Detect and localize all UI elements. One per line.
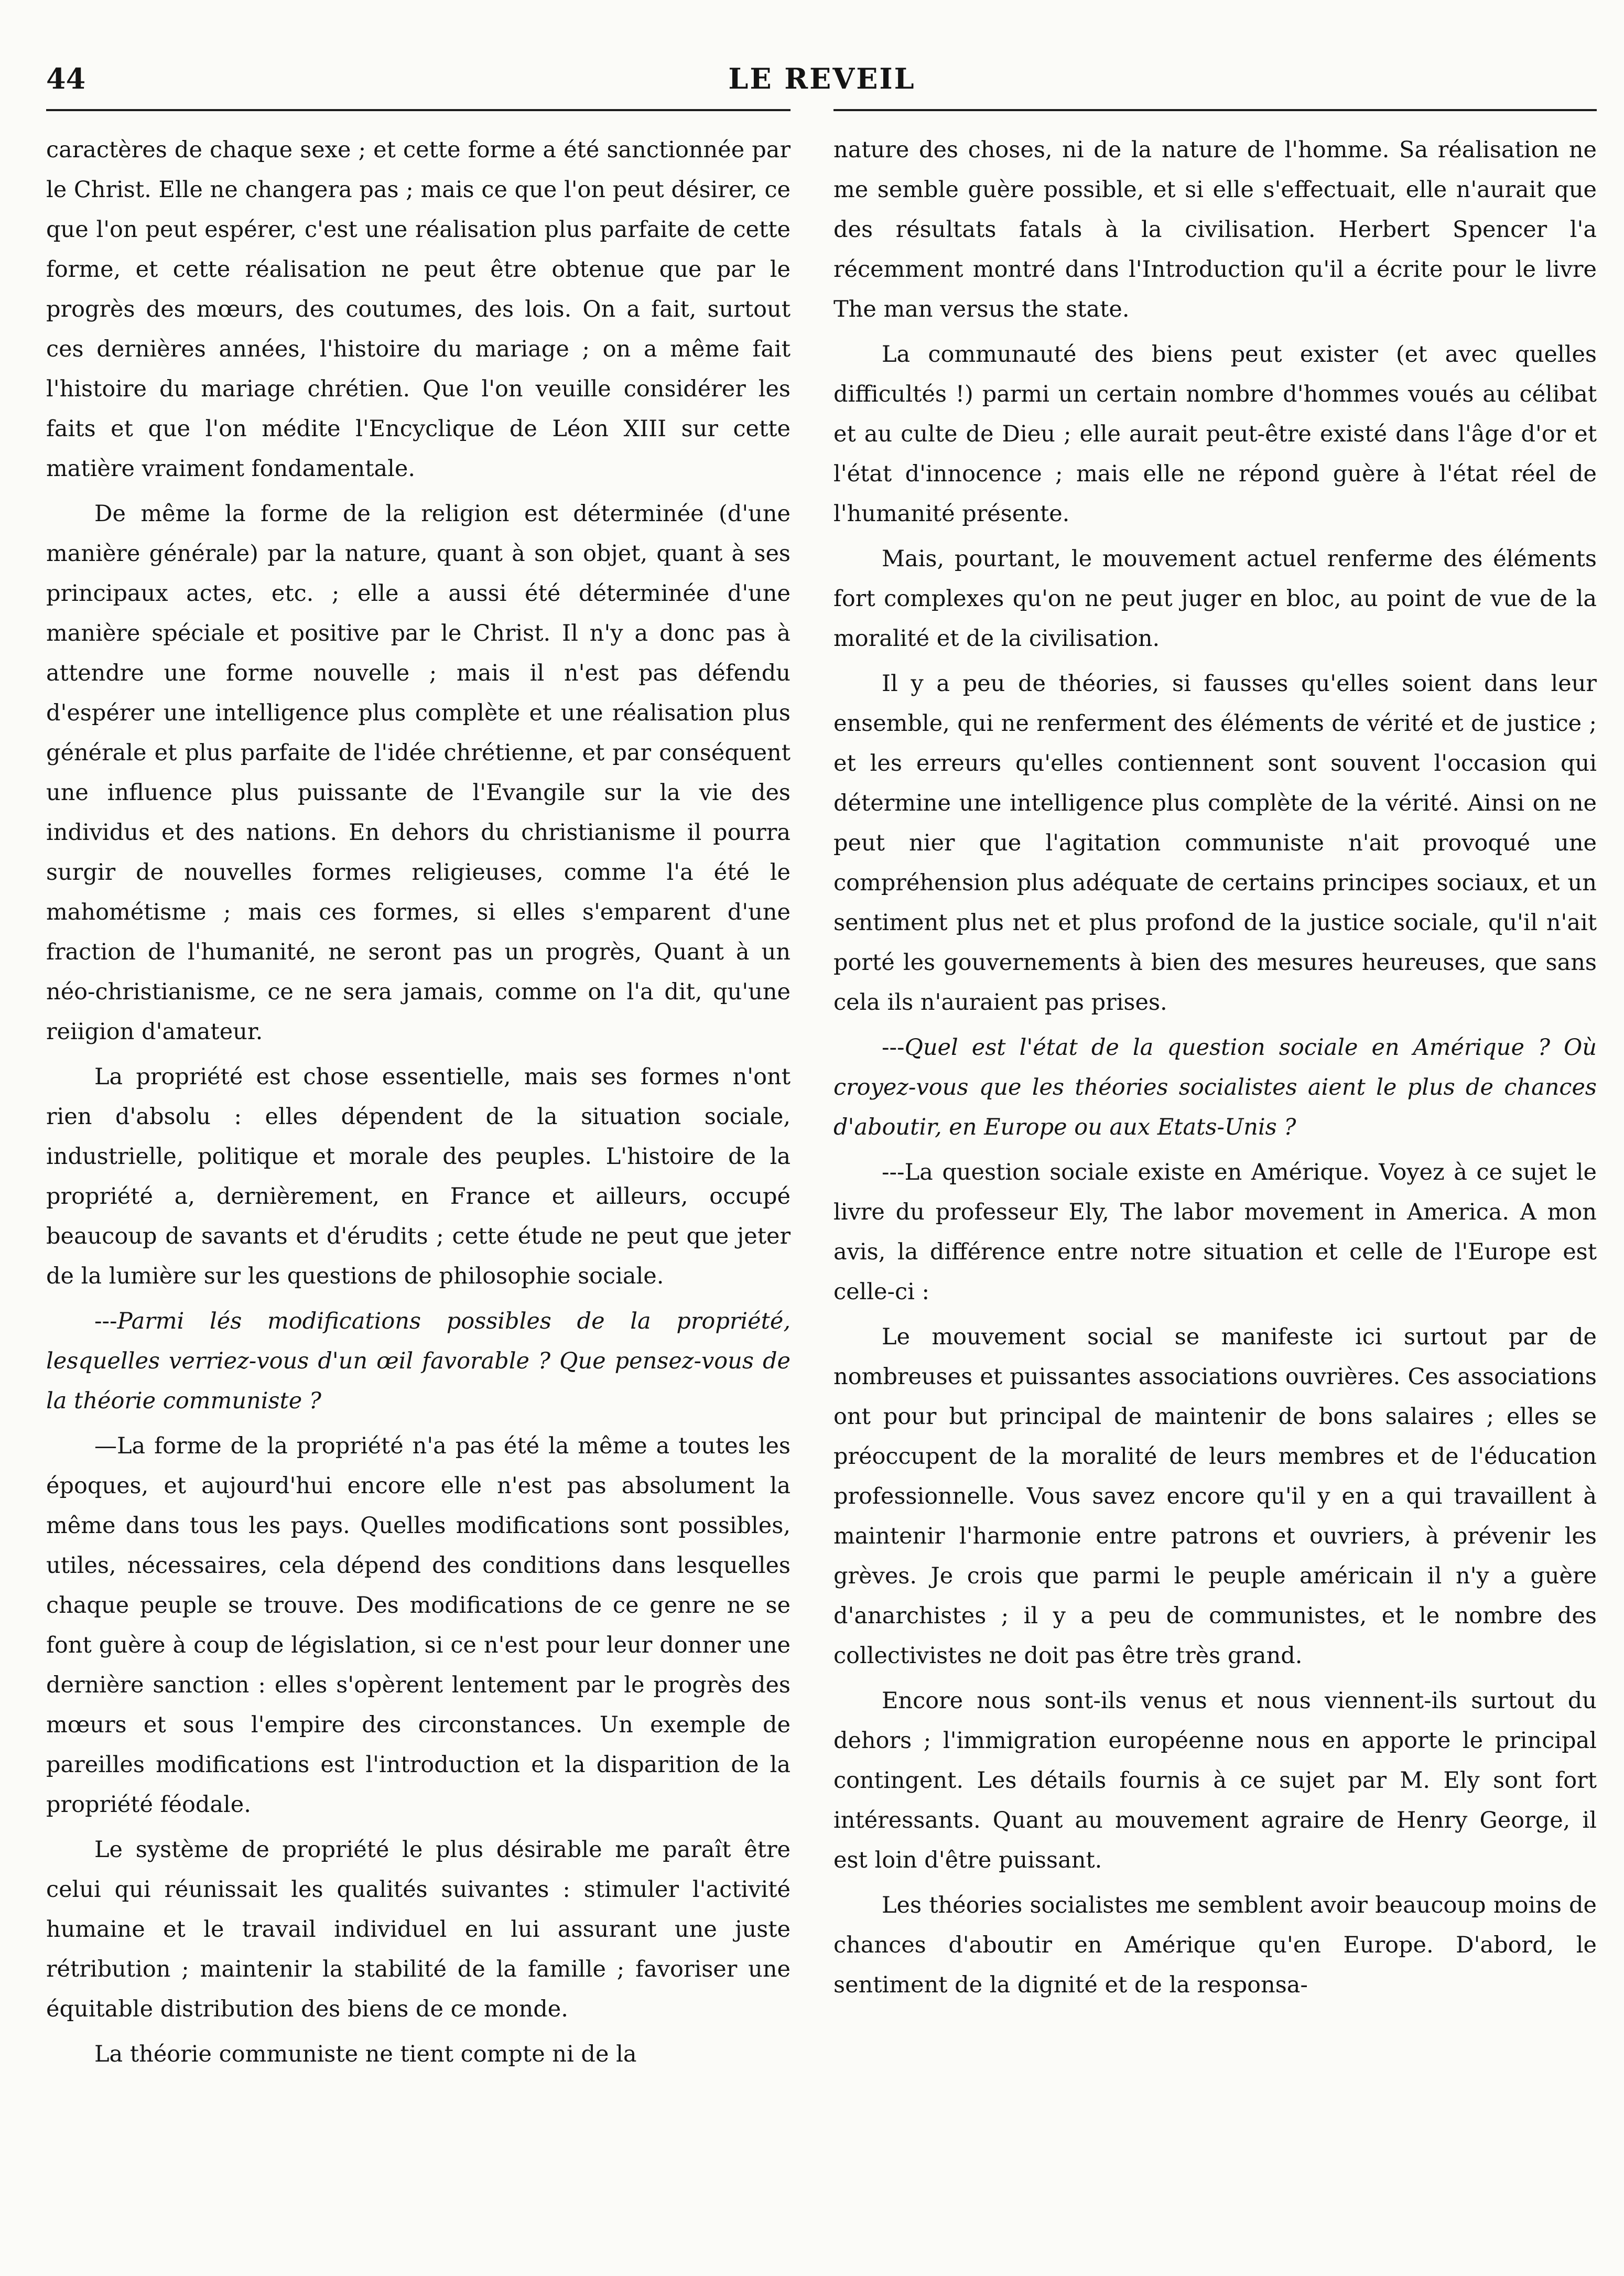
header-rule-left <box>46 109 791 111</box>
paragraph: Les théories socialistes me semblent avoir beaucoup moins de chances d'aboutir en Amérique qu'en Europe. D'abord, le sentiment de la dignité et de la responsa- <box>833 1892 1597 1998</box>
question-dash: --- <box>94 1308 117 1334</box>
paragraph: Il y a peu de théories, si fausses qu'elles soient dans leur ensemble, qui ne renferment des éléments de vérité et de justice ; et les erreurs qu'elles contiennent sont souvent l'occasion qui détermine une intelligence plus complète de la vérité. Ainsi on ne peut nier que l'agitation communiste n'ait provoqué une compréhension plus adéquate de certains principes sociaux, et un sentiment plus net et plus profond de la justice sociale, qu'il n'ait porté les gouvernements à bien des mesures heureuses, que sans cela ils n'auraient pas prises. <box>833 671 1597 1016</box>
left-column <box>46 130 791 2079</box>
right-column <box>833 130 1597 2010</box>
question-text: Quel est l'état de la question sociale en Amérique ? Où croyez-vous que les théories socialistes aient le plus de chances d'aboutir, en Europe ou aux Etats-Unis ? <box>833 1034 1597 1140</box>
paragraph: La propriété est chose essentielle, mais ses formes n'ont rien d'absolu : elles dépendent de la situation sociale, industrielle, politique et morale des peuples. L'histoire de la propriété a, dernièrement, en France et ailleurs, occupé beaucoup de savants et d'érudits ; cette étude ne peut que jeter de la lumière sur les questions de philosophie sociale. <box>46 1064 791 1289</box>
paragraph: La communauté des biens peut exister (et avec quelles difficultés !) parmi un certain nombre d'hommes voués au célibat et au culte de Dieu ; elle aurait peut-être existé dans l'âge d'or et l'état d'innocence ; mais elle ne répond guère à l'état réel de l'humanité présente. <box>833 341 1597 527</box>
paragraph: nature des choses, ni de la nature de l'homme. Sa réalisation ne me semble guère possible, et si elle s'effectuait, elle n'aurait que des résultats fatals à la civilisation. Herbert Spencer l'a récemment montré dans l'Introduction qu'il a écrite pour le livre The man versus the state. <box>833 137 1597 322</box>
interview-question <box>833 1028 1597 1147</box>
paragraph: Encore nous sont-ils venus et nous viennent-ils surtout du dehors ; l'immigration européenne nous en apporte le principal contingent. Les détails fournis à ce sujet par M. Ely sont fort intéressants. Quant au mouvement agraire de Henry George, il est loin d'être puissant. <box>833 1688 1597 1873</box>
paragraph: La théorie communiste ne tient compte ni de la <box>94 2041 637 2067</box>
paragraph: Mais, pourtant, le mouvement actuel renferme des éléments fort complexes qu'on ne peut juger en bloc, au point de vue de la moralité et de la civilisation. <box>833 546 1597 652</box>
paragraph: —La forme de la propriété n'a pas été la même a toutes les époques, et aujourd'hui encore elle n'est pas absolument la même dans tous les pays. Quelles modifications sont possibles, utiles, nécessaires, cela dépend des conditions dans lesquelles chaque peuple se trouve. Des modifications de ce genre ne se font guère à coup de législation, si ce n'est pour leur donner une dernière sanction : elles s'opèrent lentement par le progrès des mœurs et sous l'empire des circonstances. Un exemple de pareilles modifications est l'introduction et la disparition de la propriété féodale. <box>46 1433 791 1818</box>
header-rule-right <box>833 109 1597 111</box>
paragraph: Le système de propriété le plus désirable me paraît être celui qui réunissait les qualités suivantes : stimuler l'activité humaine et le travail individuel en lui assurant une juste rétribution ; maintenir la stabilité de la famille ; favoriser une équitable distribution des biens de ce monde. <box>46 1837 791 2022</box>
running-title: LE REVEIL <box>728 62 916 95</box>
paragraph: caractères de chaque sexe ; et cette forme a été sanctionnée par le Christ. Elle ne changera pas ; mais ce que l'on peut désirer, ce que l'on peut espérer, c'est une réalisation plus parfaite de cette forme, et cette réalisation ne peut être obtenue que par le progrès des mœurs, des coutumes, des lois. On a fait, surtout ces dernières années, l'histoire du mariage ; on a même fait l'histoire du mariage chrétien. Que l'on veuille considérer les faits et que l'on médite l'Encyclique de Léon XIII sur cette matière vraiment fondamentale. <box>46 137 791 482</box>
page-header <box>46 62 1598 104</box>
interview-question <box>46 1301 791 1421</box>
paragraph: Le mouvement social se manifeste ici surtout par de nombreuses et puissantes associations ouvrières. Ces associations ont pour but principal de maintenir de bons salaires ; elles se préoccupent de la moralité de leurs membres et de l'éducation professionnelle. Vous savez encore qu'il y en a qui travaillent à maintenir l'harmonie entre patrons et ouvriers, à prévenir les grèves. Je crois que parmi le peuple américain il n'y a guère d'anarchistes ; il y a peu de communistes, et le nombre des collectivistes ne doit pas être très grand. <box>833 1324 1597 1669</box>
question-text: Parmi lés modifications possibles de la propriété, lesquelles verriez-vous d'un œil favorable ? Que pensez-vous de la théorie communiste ? <box>46 1308 791 1414</box>
question-dash: --- <box>882 1034 905 1061</box>
page-number: 44 <box>46 62 86 95</box>
paragraph: De même la forme de la religion est déterminée (d'une manière générale) par la nature, quant à son objet, quant à ses principaux actes, etc. ; elle a aussi été déterminée d'une manière spéciale et positive par le Christ. Il n'y a donc pas à attendre une forme nouvelle ; mais il n'est pas défendu d'espérer une intelligence plus complète et une réalisation plus générale et plus parfaite de l'idée chrétienne, et par conséquent une influence plus puissante de l'Evangile sur la vie des individus et des nations. En dehors du christianisme il pourra surgir de nouvelles formes religieuses, comme l'a été le mahométisme ; mais ces formes, si elles s'emparent d'une fraction de l'humanité, ne seront pas un progrès, Quant à un néo-christianisme, ce ne sera jamais, comme on l'a dit, qu'une reiigion d'amateur. <box>46 501 791 1045</box>
paragraph: ---La question sociale existe en Amérique. Voyez à ce sujet le livre du professeur Ely, The labor movement in America. A mon avis, la différence entre notre situation et celle de l'Europe est celle-ci : <box>833 1159 1597 1305</box>
